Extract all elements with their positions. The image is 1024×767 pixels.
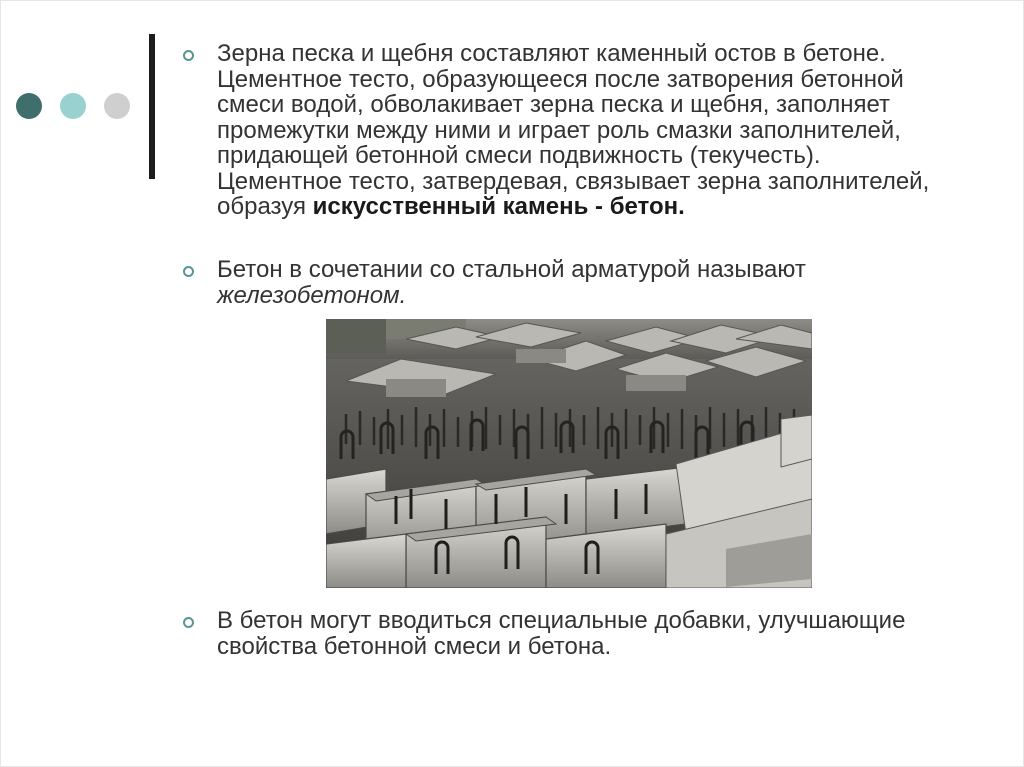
bullet-2-text [217,257,943,308]
decor-vertical-bar [149,34,155,179]
bullet-1-text-plain: Зерна песка и щебня составляют каменный остов в бетоне. Цементное тесто, образующееся после затворения бетонной смеси водой, обволакивает зерна песка и щебня, заполняет промежутки между ними и играет роль смазки заполнителей, придающей бетонной смеси подвижность (текучесть). Цементное тесто, затвердевая, связывает зерна заполнителей, образуя [217,40,930,220]
bullet-3 [183,608,943,659]
decor-dot-gray [104,93,130,119]
bullet-3-text: В бетон могут вводиться специальные добавки, улучшающие свойства бетонной смеси и бетона. [217,607,906,660]
concrete-photo-illustration [326,319,812,588]
bullet-2 [183,257,943,308]
bullet-ring-icon [183,50,194,61]
bullet-1 [183,41,943,220]
bullet-1-text-bold: искусственный камень - бетон. [312,193,685,220]
bullet-ring-icon [183,617,194,628]
decor-dot-light [60,93,86,119]
concrete-photo [326,319,812,588]
bullet-1-text [217,41,943,220]
bullet-ring-icon [183,266,194,277]
bullet-2-text-italic: железобетоном. [217,281,407,309]
decor-dot-dark [16,93,42,119]
bullet-2-text-plain: Бетон в сочетании со стальной арматурой называют [217,256,806,283]
